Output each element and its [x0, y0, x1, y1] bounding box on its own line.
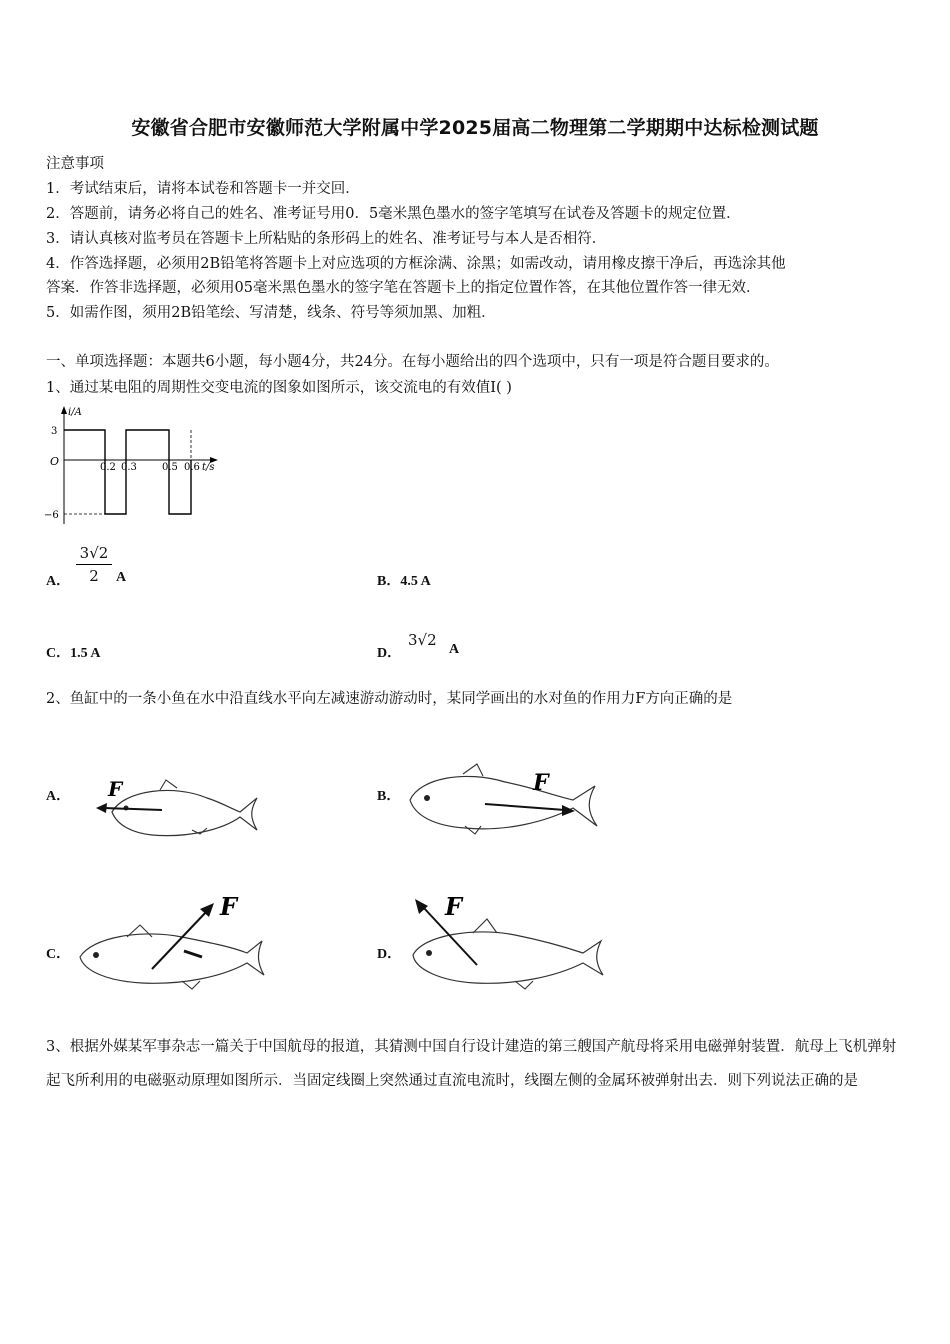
force-arrow-head — [415, 899, 428, 914]
q1-option-d-letter: D． — [377, 646, 402, 661]
notice-item: 答案．作答非选择题，必须用05毫米黑色墨水的签字笔在答题卡上的指定位置作答，在其他位置作答一律无效． — [46, 280, 761, 296]
fish-eye — [426, 950, 432, 956]
q1-option-a-letter: A． — [46, 574, 71, 589]
fish-c-figure — [72, 885, 272, 1000]
y-axis-arrow — [61, 406, 67, 414]
fish-body — [80, 934, 264, 983]
notice-item: 4．作答选择题，必须用2B铅笔将答题卡上对应选项的方框涂满、涂黑；如需改动，请用橡皮擦干净后，再选涂其他 — [46, 256, 786, 272]
q1-option-b: B．4.5 A — [377, 574, 431, 589]
force-arrow-head — [562, 805, 575, 816]
fraction-numerator: 3√2 — [76, 544, 112, 565]
fish-fin — [465, 826, 481, 834]
x-axis-label: t/s — [202, 462, 215, 473]
force-label: F — [220, 892, 238, 921]
notice-item: 2．答题前，请务必将自己的姓名、准考证号用0．5毫米黑色墨水的签字笔填写在试卷及答题卡的规定位置． — [46, 206, 741, 222]
notice-item: 3．请认真核对监考员在答题卡上所粘贴的条形码上的姓名、准考证号与本人是否相符． — [46, 231, 607, 247]
current-time-graph — [44, 402, 224, 527]
q2-option-c-letter: C． — [46, 947, 71, 962]
fish-fin — [463, 764, 483, 776]
fish-body — [112, 790, 257, 835]
notice-item: 1．考试结束后，请将本试卷和答题卡一并交回． — [46, 181, 360, 197]
y-tick-neg6: −6 — [44, 510, 59, 521]
x-tick: 0.2 — [100, 462, 116, 473]
fish-mark — [184, 951, 202, 957]
q2-option-a-letter: A． — [46, 789, 71, 804]
fish-body — [413, 932, 603, 983]
fish-fin — [182, 981, 200, 989]
fish-a-figure — [92, 770, 262, 842]
force-label: F — [108, 777, 123, 801]
notice-item: 5．如需作图，须用2B铅笔绘、写清楚，线条、符号等须加黑、加粗． — [46, 305, 496, 321]
question-1-stem: 1、通过某电阻的周期性交变电流的图象如图所示，该交流电的有效值I( ) — [46, 380, 512, 396]
q2-option-b-letter: B． — [377, 789, 401, 804]
question-3-stem: 3、根据外媒某军事杂志一篇关于中国航母的报道，其猜测中国自行设计建造的第三艘国产航母将采用电磁弹射装置．航母上飞机弹射起飞所利用的电磁驱动原理如图所示．当固定线圈上突然通过直流电流时，线圈左侧的金属环被弹射出去．则下列说法正确的是 — [46, 1039, 897, 1089]
q2-option-d-letter: D． — [377, 947, 402, 962]
q1-option-a-unit: A — [116, 570, 127, 585]
force-arrow — [485, 804, 565, 810]
fish-fin — [515, 981, 533, 989]
force-label: F — [533, 770, 549, 796]
q1-option-d-unit: A — [449, 642, 460, 657]
q1-option-d-value: 3√2 — [408, 631, 437, 649]
q1-option-a-fraction — [76, 544, 112, 585]
x-tick: 0.6 — [184, 462, 200, 473]
origin-label: O — [50, 455, 60, 468]
force-arrow-head — [96, 803, 107, 813]
notice-heading: 注意事项 — [46, 156, 104, 172]
page-title: 安徽省合肥市安徽师范大学附属中学2025届高二物理第二学期期中达标检测试题 — [131, 117, 819, 139]
section-heading: 一、单项选择题：本题共6小题，每小题4分，共24分。在每小题给出的四个选项中，只有一项是符合题目要求的。 — [46, 354, 779, 370]
fish-d-figure — [405, 885, 610, 1000]
x-tick: 0.5 — [162, 462, 178, 473]
x-tick: 0.3 — [121, 462, 137, 473]
fish-fin — [473, 919, 497, 933]
q1-option-c: C．1.5 A — [46, 646, 101, 661]
fish-b-figure — [405, 760, 605, 840]
question-2-stem: 2、鱼缸中的一条小鱼在水中沿直线水平向左减速游动游动时，某同学画出的水对鱼的作用力F方向正确的是 — [46, 691, 733, 707]
fish-eye — [424, 795, 430, 801]
fish-fin — [160, 780, 177, 790]
fraction-denominator: 2 — [89, 567, 99, 585]
fish-eye — [93, 952, 99, 958]
force-label: F — [445, 892, 463, 921]
y-tick-3: 3 — [51, 426, 58, 437]
y-axis-label: i/A — [68, 407, 82, 418]
fish-body — [410, 776, 597, 828]
